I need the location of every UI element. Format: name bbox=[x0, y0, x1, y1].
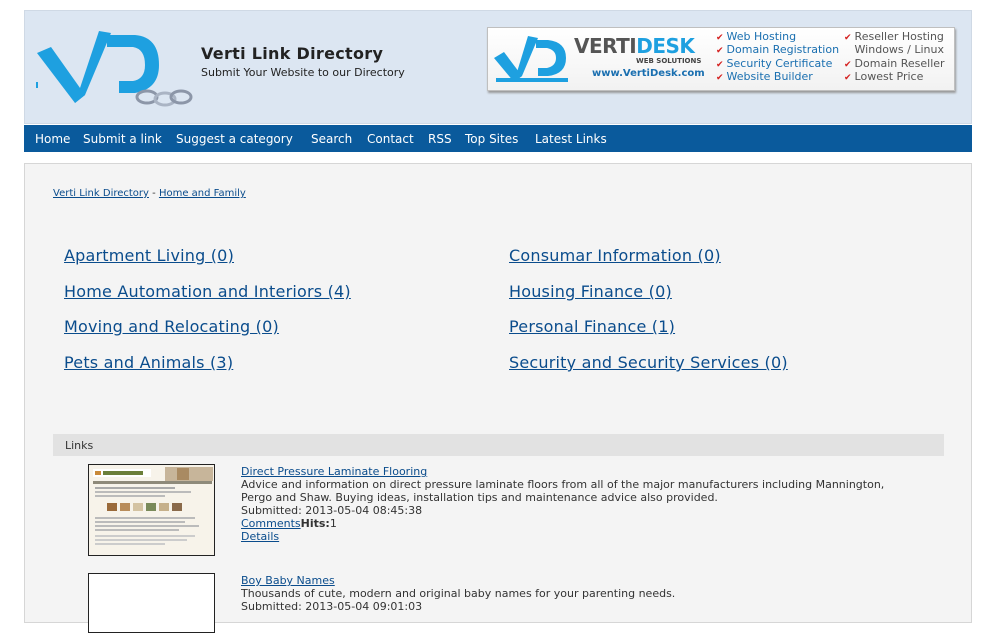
link-thumbnail[interactable] bbox=[88, 573, 215, 633]
links-heading: Links bbox=[65, 439, 94, 452]
banner-feature bbox=[716, 58, 839, 71]
category-home-automation[interactable]: Home Automation and Interiors (4) bbox=[64, 282, 351, 301]
vertidesk-logo-icon bbox=[492, 32, 572, 84]
link-description: Pergo and Shaw. Buying ideas, installation tips and maintenance advice also provided. bbox=[241, 491, 718, 504]
vertidesk-name-prefix: VERTI bbox=[574, 34, 637, 58]
category-housing-finance[interactable]: Housing Finance (0) bbox=[509, 282, 672, 301]
links-heading-bar bbox=[53, 434, 944, 456]
link-title[interactable]: Direct Pressure Laminate Flooring bbox=[241, 465, 428, 478]
link-submitted: Submitted: 2013-05-04 09:01:03 bbox=[241, 600, 423, 613]
banner-feature-label: Security Certificate bbox=[726, 56, 833, 70]
link-description: Advice and information on direct pressure laminate floors from all of the major manufacturers including Mannington, bbox=[241, 478, 885, 491]
banner-feature bbox=[844, 31, 945, 44]
category-personal-finance[interactable]: Personal Finance (1) bbox=[509, 317, 676, 336]
nav-top-sites[interactable]: Top Sites bbox=[465, 132, 519, 146]
vertidesk-ad-banner[interactable] bbox=[487, 27, 955, 91]
nav-submit-link[interactable]: Submit a link bbox=[83, 132, 162, 146]
breadcrumb-separator: - bbox=[152, 188, 156, 199]
link-entry bbox=[241, 574, 921, 613]
vertidesk-subtitle: WEB SOLUTIONS bbox=[636, 57, 702, 65]
category-pets-animals[interactable]: Pets and Animals (3) bbox=[64, 353, 234, 372]
banner-feature bbox=[844, 44, 945, 57]
banner-feature-label: Domain Reseller bbox=[854, 56, 945, 70]
nav-contact[interactable]: Contact bbox=[367, 132, 414, 146]
banner-features-left bbox=[716, 31, 839, 84]
nav-rss[interactable]: RSS bbox=[428, 132, 452, 146]
category-consumar-information[interactable]: Consumar Information (0) bbox=[509, 246, 721, 265]
nav-search[interactable]: Search bbox=[311, 132, 353, 146]
banner-feature-label: Reseller Hosting bbox=[854, 30, 944, 43]
nav-latest-links[interactable]: Latest Links bbox=[535, 132, 607, 146]
banner-feature-label: Website Builder bbox=[726, 69, 813, 83]
main-nav bbox=[24, 125, 972, 152]
check-icon: ✔ bbox=[844, 59, 852, 70]
category-moving-relocating[interactable]: Moving and Relocating (0) bbox=[64, 317, 279, 336]
link-details[interactable]: Details bbox=[241, 530, 280, 543]
link-hits-label: Hits: bbox=[300, 517, 330, 530]
breadcrumb-root-link[interactable]: Verti Link Directory bbox=[53, 188, 149, 199]
category-security-services[interactable]: Security and Security Services (0) bbox=[509, 353, 788, 372]
check-icon: ✔ bbox=[716, 46, 724, 57]
check-icon: ✔ bbox=[716, 59, 724, 70]
check-icon: ✔ bbox=[716, 72, 724, 83]
breadcrumb-current-link[interactable]: Home and Family bbox=[158, 188, 246, 199]
link-title[interactable]: Boy Baby Names bbox=[241, 574, 335, 587]
main-content bbox=[24, 163, 972, 623]
banner-feature-label: Web Hosting bbox=[726, 30, 797, 43]
link-thumbnail[interactable] bbox=[88, 464, 215, 556]
vertidesk-name-suffix: DESK bbox=[636, 34, 695, 58]
check-icon: ✔ bbox=[844, 72, 852, 83]
link-hits-count: 1 bbox=[329, 517, 337, 530]
banner-feature bbox=[844, 58, 945, 71]
banner-feature bbox=[716, 44, 839, 57]
nav-suggest-category[interactable]: Suggest a category bbox=[176, 132, 293, 146]
banner-feature-label: Domain Registration bbox=[726, 43, 840, 57]
site-title: Verti Link Directory bbox=[201, 44, 384, 63]
site-tagline: Submit Your Website to our Directory bbox=[201, 66, 405, 79]
banner-features-right bbox=[844, 31, 945, 84]
banner-feature bbox=[716, 71, 839, 84]
banner-feature-label: Windows / Linux bbox=[854, 43, 944, 57]
banner-feature-label: Lowest Price bbox=[854, 69, 924, 83]
link-description: Thousands of cute, modern and original baby names for your parenting needs. bbox=[241, 587, 676, 600]
breadcrumb bbox=[53, 188, 246, 199]
check-icon: ✔ bbox=[844, 33, 852, 43]
site-logo-icon[interactable] bbox=[35, 25, 195, 109]
banner-feature bbox=[716, 31, 839, 44]
link-entry bbox=[241, 465, 921, 543]
link-comments[interactable]: Comments bbox=[241, 517, 301, 530]
laminate-site-screenshot bbox=[89, 465, 215, 556]
nav-home[interactable]: Home bbox=[35, 132, 71, 146]
link-submitted: Submitted: 2013-05-04 08:45:38 bbox=[241, 504, 423, 517]
check-icon: ✔ bbox=[716, 33, 724, 43]
banner-feature bbox=[844, 71, 945, 84]
category-apartment-living[interactable]: Apartment Living (0) bbox=[64, 246, 235, 265]
site-header bbox=[24, 10, 972, 124]
vertidesk-name bbox=[574, 34, 694, 58]
vertidesk-url: www.VertiDesk.com bbox=[592, 68, 705, 79]
